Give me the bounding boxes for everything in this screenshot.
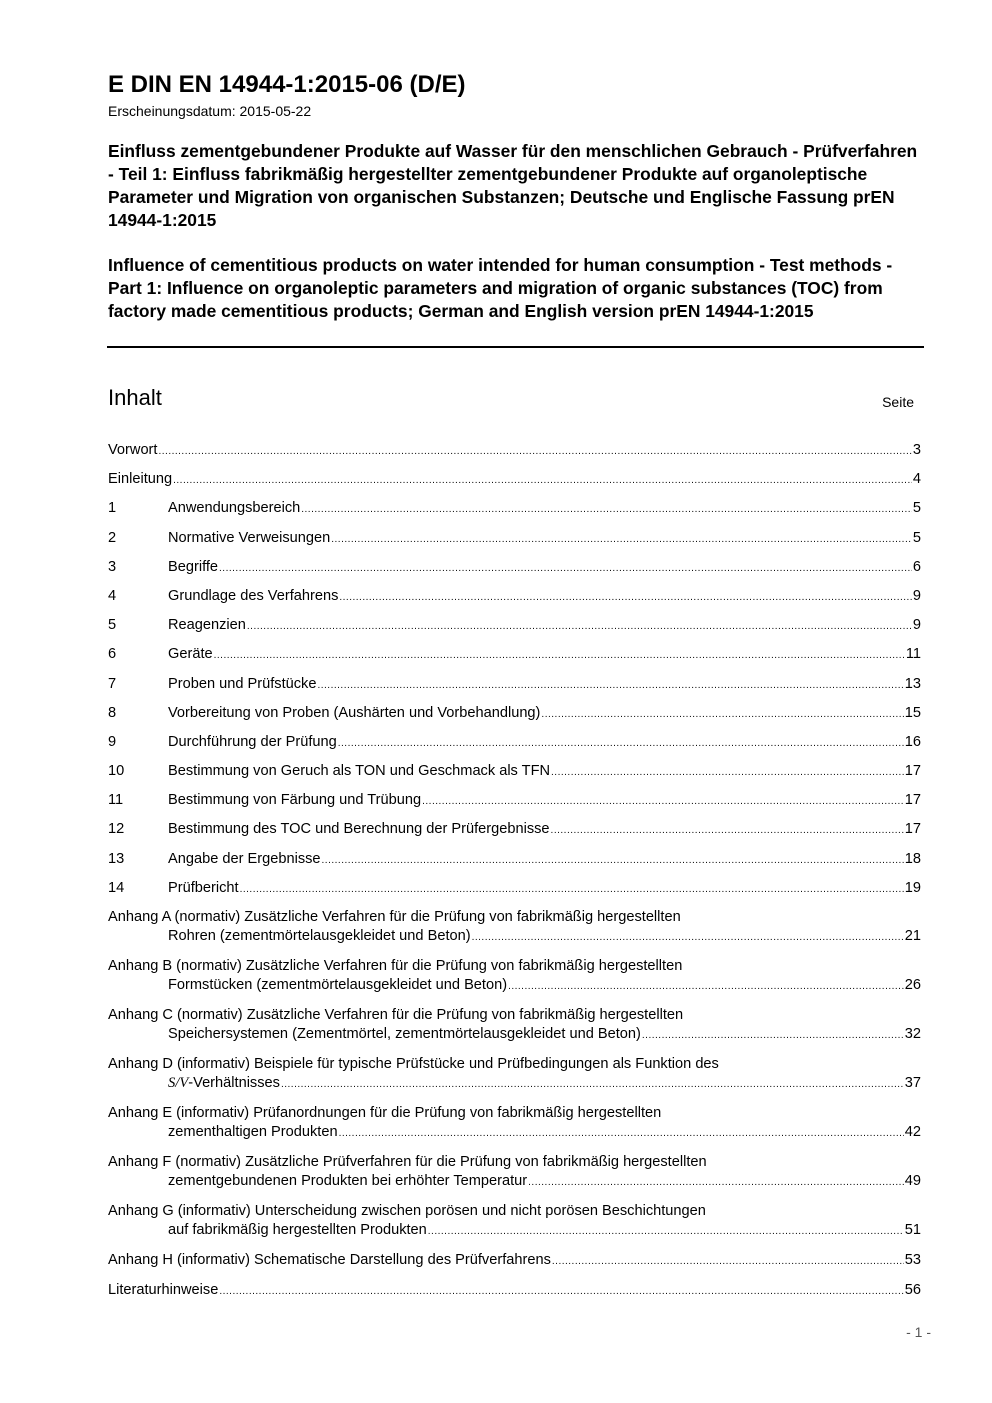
toc-entry-label: Reagenzien (168, 617, 246, 634)
toc-annex-label-text: -Verhältnisses (188, 1074, 280, 1091)
title-english: Influence of cementitious products on water intended for human consumption - Test methods - Part 1: Influence on organoleptic parameters and migration of organic substances (TOC) from factory made cementitious products; German and English version prEN 14944-1:2015 (108, 255, 893, 321)
toc-entry-page: 21 (904, 927, 921, 944)
toc-entry-label: Anhang H (informativ) Schematische Darstellung des Prüfverfahrens (108, 1251, 551, 1268)
toc-entry-number: 2 (108, 529, 117, 546)
toc-entry (108, 1251, 921, 1270)
toc-leader-dots (281, 1075, 904, 1094)
toc-leader-dots (642, 1026, 904, 1045)
toc-entry-line (108, 820, 921, 839)
toc-entry (108, 1281, 921, 1300)
toc-annex-label (168, 976, 507, 995)
toc-leader-dots (472, 928, 904, 947)
document-id: E DIN EN 14944-1:2015-06 (D/E) (108, 71, 466, 98)
toc-annex-entry (108, 1104, 921, 1142)
toc-entry-label: Geräte (168, 646, 213, 663)
toc-entry-page: 5 (912, 500, 921, 517)
title-german: Einfluss zementgebundener Produkte auf Wasser für den menschlichen Gebrauch - Prüfverfahren - Teil 1: Einfluss fabrikmäßig hergestellter zementgebundener Produkte auf organoleptische Parameter und Migration von organischen Substanzen; Deutsche und Englische Fassung prEN 14944-1:2015 (108, 141, 918, 230)
toc-entry (108, 529, 921, 548)
toc-annex-label-text: auf fabrikmäßig hergestellten Produkten (168, 1221, 427, 1238)
toc-annex-label (168, 1221, 427, 1240)
toc-leader-dots (219, 559, 912, 578)
toc-entry-label: Begriffe (168, 558, 219, 575)
toc-entry (108, 441, 921, 460)
toc-annex-label (168, 927, 471, 946)
toc-entry-number: 7 (108, 675, 117, 692)
sv-ratio-symbol: S/V (168, 1074, 189, 1091)
toc-annex-continuation (108, 976, 921, 995)
toc-entry-page: 4 (912, 471, 921, 488)
toc-entry-label: Vorwort (108, 442, 158, 458)
toc-annex-entry (108, 1055, 921, 1093)
toc-entry-line (108, 1281, 921, 1300)
toc-annex-label-text: Formstücken (zementmörtelausgekleidet und Beton) (168, 976, 508, 993)
toc-entry-number: 1 (108, 500, 117, 517)
toc-entry-line (108, 704, 921, 723)
toc-entry-line (108, 850, 921, 869)
toc-leader-dots (322, 851, 904, 870)
toc-entry-label: Vorbereitung von Proben (Aushärten und Vorbehandlung) (168, 704, 541, 721)
toc-annex-title: Anhang B (normativ) Zusätzliche Verfahren für die Prüfung von fabrikmäßig hergestellten (108, 957, 683, 974)
toc-leader-dots (317, 676, 903, 695)
toc-annex-entry (108, 1202, 921, 1240)
toc-entry-label: Bestimmung von Färbung und Trübung (168, 792, 422, 809)
table-of-contents (108, 441, 921, 1300)
toc-leader-dots (508, 977, 904, 996)
toc-entry-page: 18 (904, 850, 921, 867)
toc-annex-entry (108, 957, 921, 995)
toc-leader-dots (173, 471, 912, 490)
toc-entry-page: 17 (904, 821, 921, 838)
toc-entry-number: 5 (108, 617, 117, 634)
toc-entry-number: 14 (108, 879, 125, 896)
toc-leader-dots (528, 1173, 904, 1192)
toc-entry-number: 3 (108, 558, 117, 575)
toc-entry-page: 6 (912, 558, 921, 575)
toc-entry-label: Einleitung (108, 471, 173, 488)
toc-entry-line (108, 558, 921, 577)
toc-annex-continuation (108, 927, 921, 946)
toc-entry-line (108, 470, 921, 489)
toc-entry-page: 51 (904, 1221, 921, 1238)
toc-entry (108, 587, 921, 606)
title-divider (107, 346, 924, 348)
toc-entry (108, 704, 921, 723)
toc-entry-number: 13 (108, 850, 125, 867)
toc-annex-title: Anhang C (normativ) Zusätzliche Verfahren für die Prüfung von fabrikmäßig hergestellten (108, 1006, 684, 1023)
toc-entry-page: 17 (904, 792, 921, 809)
toc-leader-dots (339, 588, 912, 607)
toc-annex-label-text: zementhaltigen Produkten (168, 1123, 338, 1140)
toc-entry-page: 53 (904, 1251, 921, 1268)
toc-entry-page: 9 (912, 617, 921, 634)
toc-leader-dots (339, 1124, 904, 1143)
toc-entry-label: Durchführung der Prüfung (168, 733, 337, 750)
toc-entry (108, 879, 921, 898)
toc-annex-title: Anhang G (informativ) Unterscheidung zwischen porösen und nicht porösen Beschichtungen (108, 1202, 706, 1219)
toc-entry (108, 470, 921, 489)
toc-entry-number: 10 (108, 763, 125, 780)
toc-leader-dots (422, 792, 904, 811)
toc-entry-line (108, 1251, 921, 1270)
toc-annex-label (168, 1172, 527, 1191)
toc-entry-page: 11 (905, 646, 921, 663)
toc-annex-continuation (108, 1123, 921, 1142)
toc-annex-entry (108, 908, 921, 946)
toc-annex-continuation (108, 1074, 921, 1093)
toc-entry-page: 13 (904, 675, 921, 692)
toc-leader-dots (331, 530, 912, 549)
toc-entry-page: 19 (904, 879, 921, 896)
toc-entry-line (108, 645, 921, 664)
toc-entry-page: 3 (912, 442, 921, 458)
toc-entry-line (108, 879, 921, 898)
toc-leader-dots (552, 1252, 904, 1271)
toc-entry-label: Prüfbericht (168, 879, 239, 896)
toc-entry-page: 42 (904, 1123, 921, 1140)
toc-entry-page: 49 (904, 1172, 921, 1189)
toc-annex-title: Anhang E (informativ) Prüfanordnungen für die Prüfung von fabrikmäßig hergestellten (108, 1104, 662, 1121)
toc-annex-label (168, 1025, 641, 1044)
toc-entry-number: 6 (108, 646, 117, 663)
publication-date: Erscheinungsdatum: 2015-05-22 (108, 103, 312, 119)
toc-entry (108, 499, 921, 518)
toc-annex-entry (108, 1153, 921, 1191)
toc-entry-page: 16 (904, 733, 921, 750)
toc-entry-page: 9 (912, 587, 921, 604)
toc-leader-dots (551, 763, 904, 782)
toc-entry (108, 762, 921, 781)
toc-entry-label: Proben und Prüfstücke (168, 675, 317, 692)
toc-leader-dots (551, 821, 904, 840)
toc-leader-dots (247, 617, 912, 636)
toc-annex-label-text: Speichersystemen (Zementmörtel, zementmörtelausgekleidet und Beton) (168, 1025, 641, 1042)
toc-entry-line (108, 675, 921, 694)
toc-annex-label (168, 1123, 338, 1142)
toc-entry-number: 4 (108, 587, 117, 604)
toc-entry-label: Grundlage des Verfahrens (168, 587, 339, 604)
toc-entry-page: 5 (912, 529, 921, 546)
toc-entry-line (108, 587, 921, 606)
toc-leader-dots (301, 500, 912, 519)
toc-entry-number: 12 (108, 821, 125, 838)
toc-entry-page: 26 (904, 976, 921, 993)
toc-entry-line (108, 791, 921, 810)
toc-annex-label (168, 1074, 280, 1093)
toc-leader-dots (214, 646, 905, 665)
toc-entry-label: Literaturhinweise (108, 1281, 219, 1298)
toc-entry-line (108, 529, 921, 548)
page-number: - 1 - (906, 1324, 931, 1340)
toc-entry-label: Bestimmung von Geruch als TON und Geschmack als TFN (168, 763, 551, 780)
toc-entry (108, 850, 921, 869)
toc-entry-page: 37 (904, 1074, 921, 1091)
toc-annex-title: Anhang A (normativ) Zusätzliche Verfahren für die Prüfung von fabrikmäßig hergestellten (108, 908, 681, 925)
toc-entry-label: Bestimmung des TOC und Berechnung der Prüfergebnisse (168, 821, 550, 838)
toc-entry-number: 8 (108, 704, 117, 721)
toc-entry-line (108, 762, 921, 781)
toc-annex-title: Anhang F (normativ) Zusätzliche Prüfverfahren für die Prüfung von fabrikmäßig hergestellten (108, 1153, 707, 1170)
toc-entry-page: 15 (904, 704, 921, 721)
toc-entry (108, 645, 921, 664)
toc-annex-label-text: Rohren (zementmörtelausgekleidet und Beton) (168, 927, 471, 944)
toc-annex-continuation (108, 1172, 921, 1191)
toc-entry-number: 9 (108, 733, 117, 750)
toc-entry-page: 17 (904, 763, 921, 780)
toc-leader-dots (219, 1282, 903, 1301)
toc-annex-continuation (108, 1221, 921, 1240)
toc-entry (108, 558, 921, 577)
toc-entry-label: Normative Verweisungen (168, 529, 331, 546)
toc-leader-dots (158, 442, 911, 461)
toc-entry-line (108, 616, 921, 635)
toc-entry-line (108, 441, 921, 460)
toc-entry (108, 675, 921, 694)
toc-leader-dots (428, 1222, 904, 1241)
toc-annex-label-text: zementgebundenen Produkten bei erhöhter Temperatur (168, 1172, 528, 1189)
toc-entry-line (108, 499, 921, 518)
toc-annex-entry (108, 1006, 921, 1044)
toc-page-column-label: Seite (882, 394, 914, 410)
toc-annex-continuation (108, 1025, 921, 1044)
toc-leader-dots (541, 705, 903, 724)
toc-heading: Inhalt (108, 385, 162, 410)
toc-entry (108, 733, 921, 752)
toc-entry-label: Anwendungsbereich (168, 500, 301, 517)
toc-entry-line (108, 733, 921, 752)
toc-entry-page: 32 (904, 1025, 921, 1042)
toc-leader-dots (240, 880, 904, 899)
toc-entry-label: Angabe der Ergebnisse (168, 850, 321, 867)
toc-entry (108, 820, 921, 839)
toc-annex-title: Anhang D (informativ) Beispiele für typische Prüfstücke und Prüfbedingungen als Funktion des (108, 1055, 719, 1072)
toc-entry (108, 616, 921, 635)
toc-entry-page: 56 (904, 1281, 921, 1298)
toc-entry-number: 11 (108, 792, 124, 809)
toc-leader-dots (338, 734, 904, 753)
toc-entry (108, 791, 921, 810)
